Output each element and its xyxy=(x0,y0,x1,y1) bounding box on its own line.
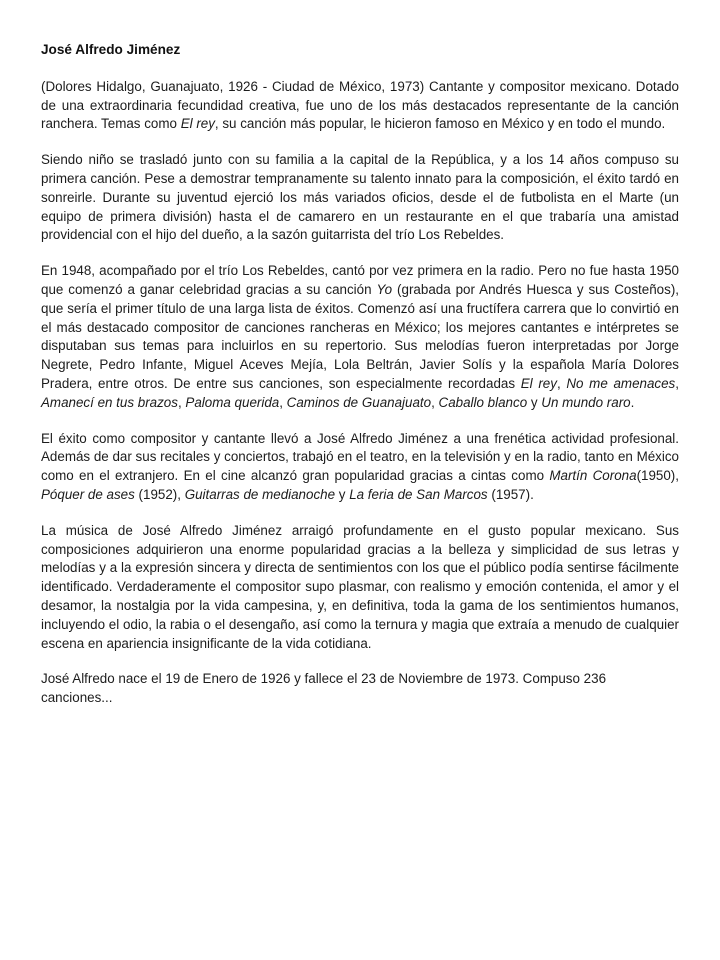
text-run: El éxito como compositor y cantante llevó a José Alfredo Jiménez a una frenética actividad profesional. Además de dar sus recitales y conciertos, trabajó en el teatro, en la televisión y en la radio, tanto en México como en el extranjero. En el cine alcanzó gran popularidad gracias a cintas como xyxy=(41,430,679,484)
text-run: , xyxy=(177,394,186,410)
song-title: El rey xyxy=(180,116,215,132)
text-run: , xyxy=(279,394,287,410)
text-run: En 1948, acompañado por el trío Los Rebeldes, cantó por vez primera en la radio. Pero no fue hasta 1950 que comenzó a ganar celebridad gracias a su canción xyxy=(41,263,679,297)
film-title: Martín Corona xyxy=(549,468,637,484)
film-title: Póquer de ases xyxy=(41,486,135,502)
text-run: (1952), xyxy=(134,486,185,502)
paragraph-career xyxy=(41,262,679,412)
song-title: No me amenaces xyxy=(566,375,676,391)
document-body xyxy=(41,41,679,725)
paragraph-dates: José Alfredo nace el 19 de Enero de 1926 y fallece el 23 de Noviembre de 1973. Compuso 236 canciones... xyxy=(41,671,607,706)
paragraph-childhood: Siendo niño se trasladó junto con su familia a la capital de la República, y a los 14 años compuso su primera canción. Pese a demostrar tempranamente su talento innato para la composición, el éxito tardó en sonreirle. Durante su juventud ejerció los más variados oficios, desde el de futbolista en el Marte (un equipo de primera división) hasta el de camarero en un restaurante en el que trabaría una amistad providencial con el hijo del dueño, a la sazón guitarrista del trío Los Rebeldes. xyxy=(41,152,679,243)
song-title: Paloma querida xyxy=(185,394,280,410)
text-run: (grabada por Andrés Huesca y sus Costeños), que sería el primer título de una larga lista de éxitos. Comenzó así una fructífera carrera que lo convirtió en el más destacado compositor de canciones rancheras en México; los mejores cantantes e intérpretes se disputaban sus temas para incluirlos en su repertorio. Sus melodías fueron interpretadas por Jorge Negrete, Pedro Infante, Miguel Aceves Mejía, Lola Beltrán, Javier Solís y la española María Dolores Pradera, entre otros. De entre sus canciones, son especialmente recordadas xyxy=(41,281,679,391)
text-run: (Dolores Hidalgo, Guanajuato, 1926 - Ciudad de México, 1973) Cantante y compositor mexicano. Dotado de una extraordinaria fecundidad creativa, fue uno de los más destacados representante de la canción ranchera. Temas como xyxy=(41,78,679,132)
text-run: , xyxy=(431,394,439,410)
text-run: y xyxy=(335,486,350,502)
song-title: Caballo blanco xyxy=(438,394,528,410)
text-run: , xyxy=(675,375,679,391)
song-title: El rey xyxy=(520,375,557,391)
paragraph-legacy: La música de José Alfredo Jiménez arraigó profundamente en el gusto popular mexicano. Sus composiciones adquirieron una enorme popularidad gracias a la belleza y simplicidad de sus letras y melodías y a la expresión sincera y directa de sentimientos con los que el público podía sentirse fácilmente identificado. Verdaderamente el compositor supo plasmar, con realismo y emoción contenida, el amor y el desamor, la nostalgia por la vida campesina, y, en definitiva, toda la gama de los sentimientos humanos, incluyendo el odio, la rabia o el desengaño, así como la ternura y magia que extraía a menudo de cualquier escena en apariencia insignificante de la vida cotidiana. xyxy=(41,522,679,651)
paragraph-intro xyxy=(41,78,679,134)
document-title: José Alfredo Jiménez xyxy=(41,42,181,57)
text-run: , su canción más popular, le hicieron famoso en México y en todo el mundo. xyxy=(214,116,666,132)
song-title: Un mundo raro xyxy=(541,394,631,410)
text-run: , xyxy=(556,375,567,391)
text-run: . xyxy=(630,394,635,410)
song-title: Yo xyxy=(376,281,393,297)
text-run: (1950), xyxy=(636,468,679,484)
film-title: La feria de San Marcos xyxy=(349,486,488,502)
film-title: Guitarras de medianoche xyxy=(184,486,336,502)
paragraph-film xyxy=(41,430,679,505)
text-run: (1957). xyxy=(487,486,534,502)
song-title: Caminos de Guanajuato xyxy=(286,394,432,410)
text-run: y xyxy=(527,394,542,410)
song-title: Amanecí en tus brazos xyxy=(41,394,178,410)
